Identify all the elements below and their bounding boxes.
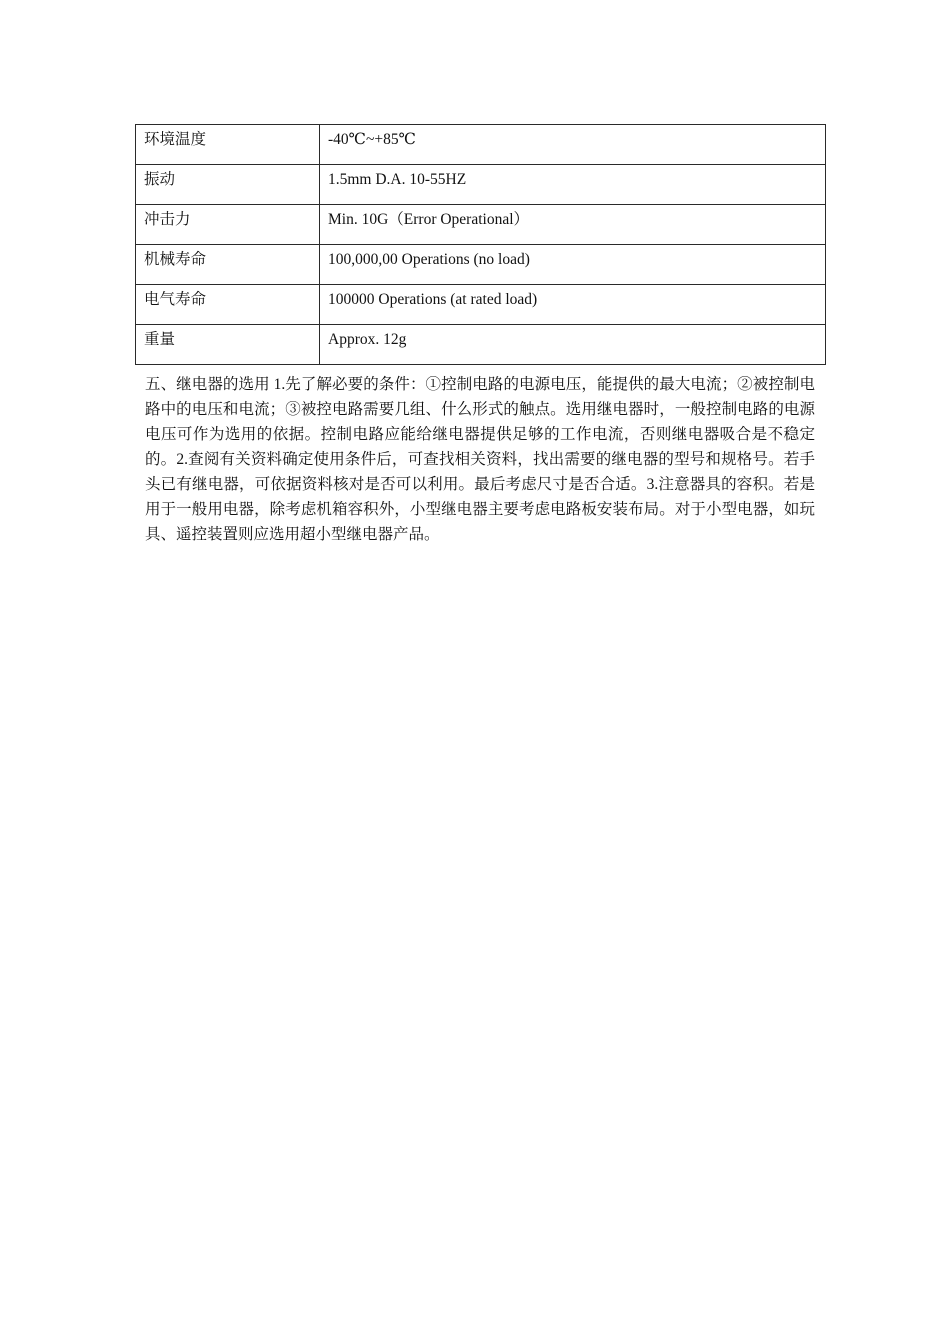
table-row (136, 325, 826, 365)
spec-label: 环境温度 (136, 125, 320, 165)
table-row (136, 245, 826, 285)
spec-label: 冲击力 (136, 205, 320, 245)
table-row (136, 285, 826, 325)
spec-value: 100,000,00 Operations (no load) (320, 245, 826, 285)
spec-table (135, 124, 826, 365)
spec-value: Min. 10G（Error Operational） (320, 205, 826, 245)
spec-label: 电气寿命 (136, 285, 320, 325)
table-row (136, 205, 826, 245)
table-row (136, 165, 826, 205)
spec-label: 重量 (136, 325, 320, 365)
relay-selection-paragraph: 五、继电器的选用 1.先了解必要的条件：①控制电路的电源电压，能提供的最大电流；②被控制电路中的电压和电流；③被控电路需要几组、什么形式的触点。选用继电器时，一般控制电路的电源电压可作为选用的依据。控制电路应能给继电器提供足够的工作电流，否则继电器吸合是不稳定的。2.查阅有关资料确定使用条件后，可查找相关资料，找出需要的继电器的型号和规格号。若手头已有继电器，可依据资料核对是否可以利用。最后考虑尺寸是否合适。3.注意器具的容积。若是用于一般用电器，除考虑机箱容积外，小型继电器主要考虑电路板安装布局。对于小型电器，如玩具、遥控装置则应选用超小型继电器产品。 (145, 376, 815, 543)
spec-value: -40℃~+85℃ (320, 125, 826, 165)
spec-value: Approx. 12g (320, 325, 826, 365)
spec-label: 机械寿命 (136, 245, 320, 285)
spec-value: 1.5mm D.A. 10-55HZ (320, 165, 826, 205)
spec-value: 100000 Operations (at rated load) (320, 285, 826, 325)
spec-label: 振动 (136, 165, 320, 205)
table-row (136, 125, 826, 165)
